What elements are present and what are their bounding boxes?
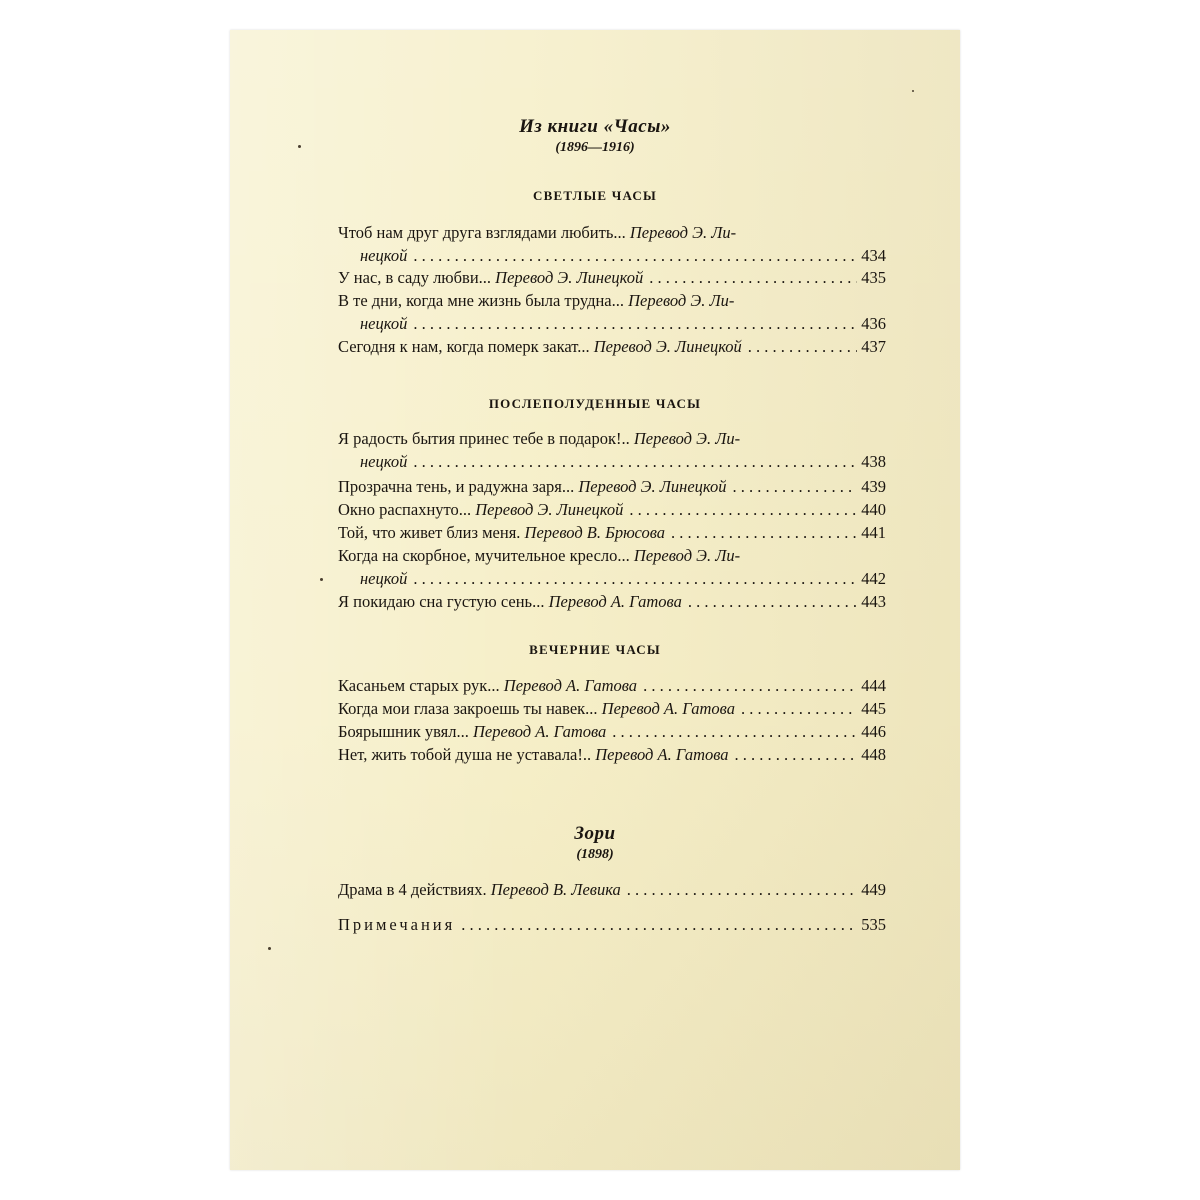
entry-page: 446 — [861, 722, 886, 741]
entry-title: Чтоб нам друг друга взглядами любить... — [338, 223, 626, 242]
entry-translator: Перевод Э. Линецкой — [475, 500, 624, 519]
toc-entry[interactable] — [338, 222, 886, 267]
entry-translator: Перевод Э. Линецкой — [593, 337, 742, 356]
print-speck — [912, 90, 914, 92]
toc-entry[interactable] — [338, 698, 886, 721]
entry-title: Когда мои глаза закроешь ты навек... — [338, 699, 598, 718]
entry-translator: Перевод А. Гатова — [548, 592, 682, 611]
entry-page: 444 — [861, 676, 886, 695]
part-heading-vechernie: ВЕЧЕРНИЕ ЧАСЫ — [529, 642, 661, 657]
part-heading-svetlye: СВЕТЛЫЕ ЧАСЫ — [533, 188, 657, 203]
leader-dots — [726, 476, 857, 499]
entry-page: 445 — [861, 699, 886, 718]
entry-translator: Перевод А. Гатова — [601, 699, 735, 718]
leader-dots — [682, 591, 857, 614]
entry-translator: Перевод Э. Ли- — [628, 291, 735, 310]
entry-translator: Перевод Э. Линецкой — [578, 477, 727, 496]
entry-page: 442 — [861, 568, 886, 588]
notes-label: Примечания — [338, 915, 456, 934]
toc-entry[interactable] — [338, 545, 886, 590]
toc-entry[interactable] — [338, 522, 886, 545]
entry-title: Касаньем старых рук... — [338, 676, 500, 695]
entry-title: Прозрачна тень, и радужна заря... — [338, 477, 575, 496]
section-title-zori: Зори — [574, 823, 616, 844]
entry-page: 437 — [861, 337, 886, 356]
entry-translator: Перевод А. Гатова — [473, 722, 607, 741]
entry-page: 443 — [861, 592, 886, 611]
notes-page: 535 — [861, 915, 886, 934]
leader-dots — [407, 568, 857, 591]
toc-entry[interactable] — [338, 591, 886, 614]
leader-dots — [735, 698, 857, 721]
print-speck — [320, 578, 323, 581]
entry-translator-cont: нецкой — [360, 451, 408, 471]
entry-title: Я покидаю сна густую сень... — [338, 592, 545, 611]
entry-page: 439 — [861, 477, 886, 496]
entry-title: Боярышник увял... — [338, 722, 469, 741]
toc-entry-notes[interactable] — [338, 914, 886, 937]
entry-page: 435 — [861, 268, 886, 287]
entry-page: 448 — [861, 745, 886, 764]
entry-title: Нет, жить тобой душа не уставала!.. — [338, 745, 592, 764]
print-speck — [298, 145, 301, 148]
entry-translator: Перевод Э. Линецкой — [495, 268, 644, 287]
entry-translator: Перевод Э. Ли- — [633, 429, 741, 448]
toc-entry[interactable] — [338, 290, 886, 335]
leader-dots — [407, 245, 857, 268]
leader-dots — [643, 267, 857, 290]
leader-dots — [729, 744, 858, 767]
entry-translator-cont: нецкой — [360, 313, 408, 333]
leader-dots — [455, 914, 857, 937]
leader-dots — [742, 336, 857, 359]
entry-translator: Перевод Э. Ли- — [633, 546, 741, 565]
entry-title: Окно распахнуто... — [338, 500, 472, 519]
section-years-chasy: (1896—1916) — [555, 140, 635, 155]
toc-entry[interactable] — [338, 879, 886, 902]
entry-translator: Перевод В. Левика — [490, 880, 621, 899]
entry-page: 440 — [861, 500, 886, 519]
entry-translator: Перевод А. Гатова — [503, 676, 638, 695]
entry-title: В те дни, когда мне жизнь была трудна... — [338, 291, 625, 310]
entry-translator-cont: нецкой — [360, 568, 408, 588]
entry-title: Когда на скорбное, мучительное кресло... — [338, 546, 630, 565]
leader-dots — [637, 675, 857, 698]
section-title-chasy: Из книги «Часы» — [519, 116, 671, 137]
leader-dots — [606, 721, 857, 744]
toc-entry[interactable] — [338, 721, 886, 744]
entry-title: Той, что живет близ меня. — [338, 523, 521, 542]
toc-entry[interactable] — [338, 675, 886, 698]
leader-dots — [407, 313, 857, 336]
leader-dots — [621, 879, 857, 902]
entry-page: 449 — [861, 880, 886, 899]
entry-translator: Перевод А. Гатова — [595, 745, 729, 764]
toc-entry[interactable] — [338, 428, 886, 473]
entry-page: 436 — [861, 313, 886, 333]
entry-title: У нас, в саду любви... — [338, 268, 492, 287]
book-page — [230, 30, 960, 1170]
toc-entry[interactable] — [338, 476, 886, 499]
entry-translator: Перевод Э. Ли- — [629, 223, 737, 242]
entry-title: Сегодня к нам, когда померк закат... — [338, 337, 590, 356]
leader-dots — [407, 451, 857, 474]
leader-dots — [665, 522, 857, 545]
leader-dots — [623, 499, 857, 522]
print-speck — [268, 947, 271, 950]
toc-entry[interactable] — [338, 336, 886, 359]
toc-entry[interactable] — [338, 499, 886, 522]
entry-page: 434 — [861, 245, 886, 265]
entry-page: 438 — [861, 451, 886, 471]
toc-entry[interactable] — [338, 267, 886, 290]
toc-entry[interactable] — [338, 744, 886, 767]
entry-page: 441 — [861, 523, 886, 542]
section-years-zori: (1898) — [576, 847, 614, 862]
entry-title: Драма в 4 действиях. — [338, 880, 487, 899]
entry-translator: Перевод В. Брюсова — [524, 523, 665, 542]
part-heading-poslepoludennye: ПОСЛЕПОЛУДЕННЫЕ ЧАСЫ — [488, 396, 702, 411]
entry-title: Я радость бытия принес тебе в подарок!.. — [338, 429, 630, 448]
entry-translator-cont: нецкой — [360, 245, 408, 265]
